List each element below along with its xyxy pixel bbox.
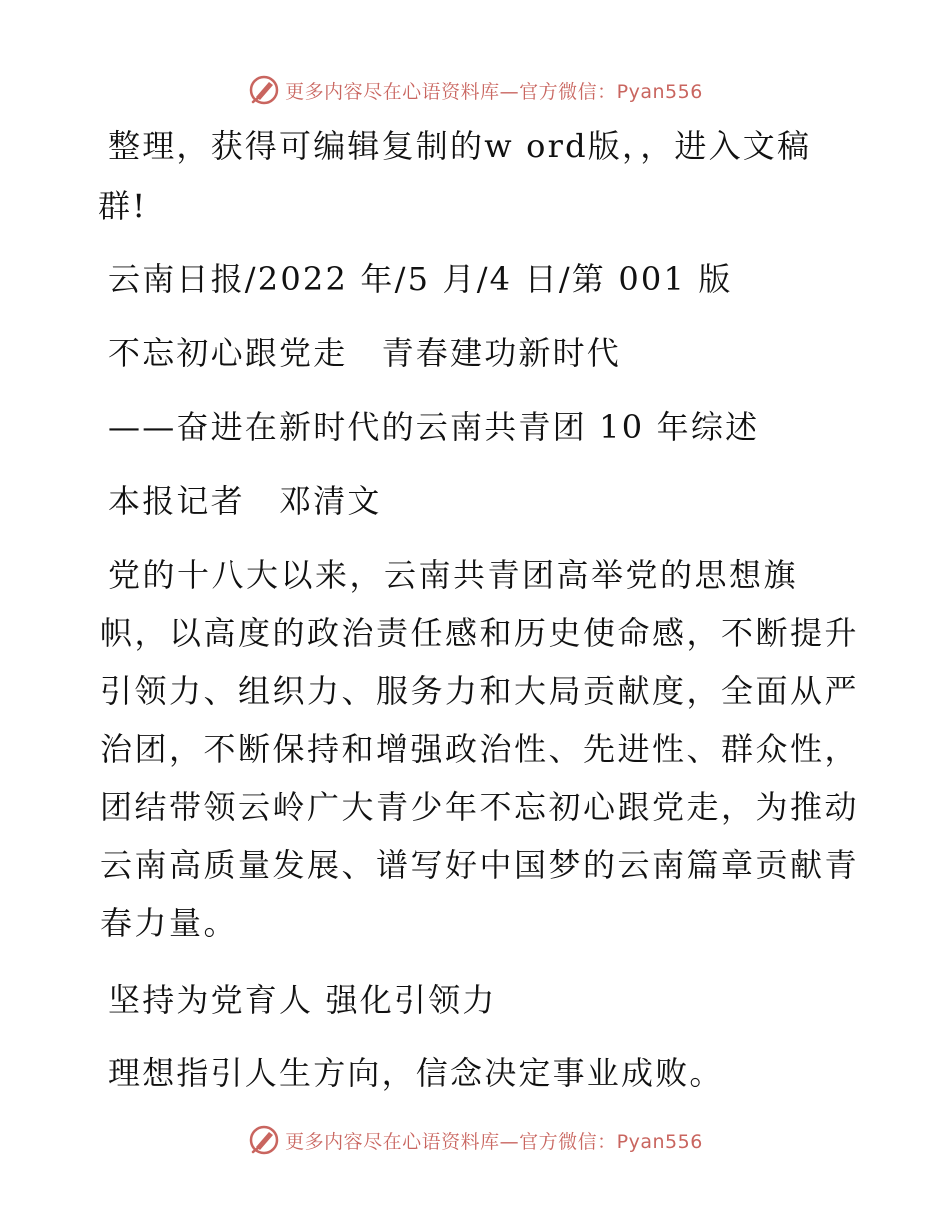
- article-title: 不忘初心跟党走 青春建功新时代: [108, 334, 622, 372]
- header-watermark-banner: [0, 70, 950, 110]
- intro-line-1: 整理，获得可编辑复制的w ord版，，进入文稿: [108, 127, 812, 165]
- section-heading: 坚持为党育人 强化引领力: [108, 981, 497, 1019]
- footer-watermark-text: 更多内容尽在心语资料库—官方微信：Pyan556: [285, 1130, 703, 1153]
- footer-watermark-banner: [0, 1120, 950, 1160]
- quill-pen-logo-icon: [247, 1123, 281, 1157]
- header-watermark-text: 更多内容尽在心语资料库—官方微信：Pyan556: [285, 80, 703, 103]
- body-paragraph-1: 党的十八大以来，云南共青团高举党的思想旗帜，以高度的政治责任感和历史使命感，不断提升引领力、组织力、服务力和大局贡献度，全面从严治团，不断保持和增强政治性、先进性、群众性，团结带领云岭广大青少年不忘初心跟党走，为推动云南高质量发展、谱写好中国梦的云南篇章贡献青春力量。: [100, 556, 860, 942]
- intro-line-2: 群!: [98, 187, 148, 225]
- source-line: 云南日报/2022 年/5 月/4 日/第 001 版: [108, 260, 733, 298]
- byline: 本报记者 邓清文: [108, 482, 382, 520]
- quill-pen-logo-icon: [247, 73, 281, 107]
- body-paragraph-2: 理想指引人生方向，信念决定事业成败。: [108, 1054, 724, 1092]
- article-subtitle: ——奋进在新时代的云南共青团 10 年综述: [108, 408, 760, 446]
